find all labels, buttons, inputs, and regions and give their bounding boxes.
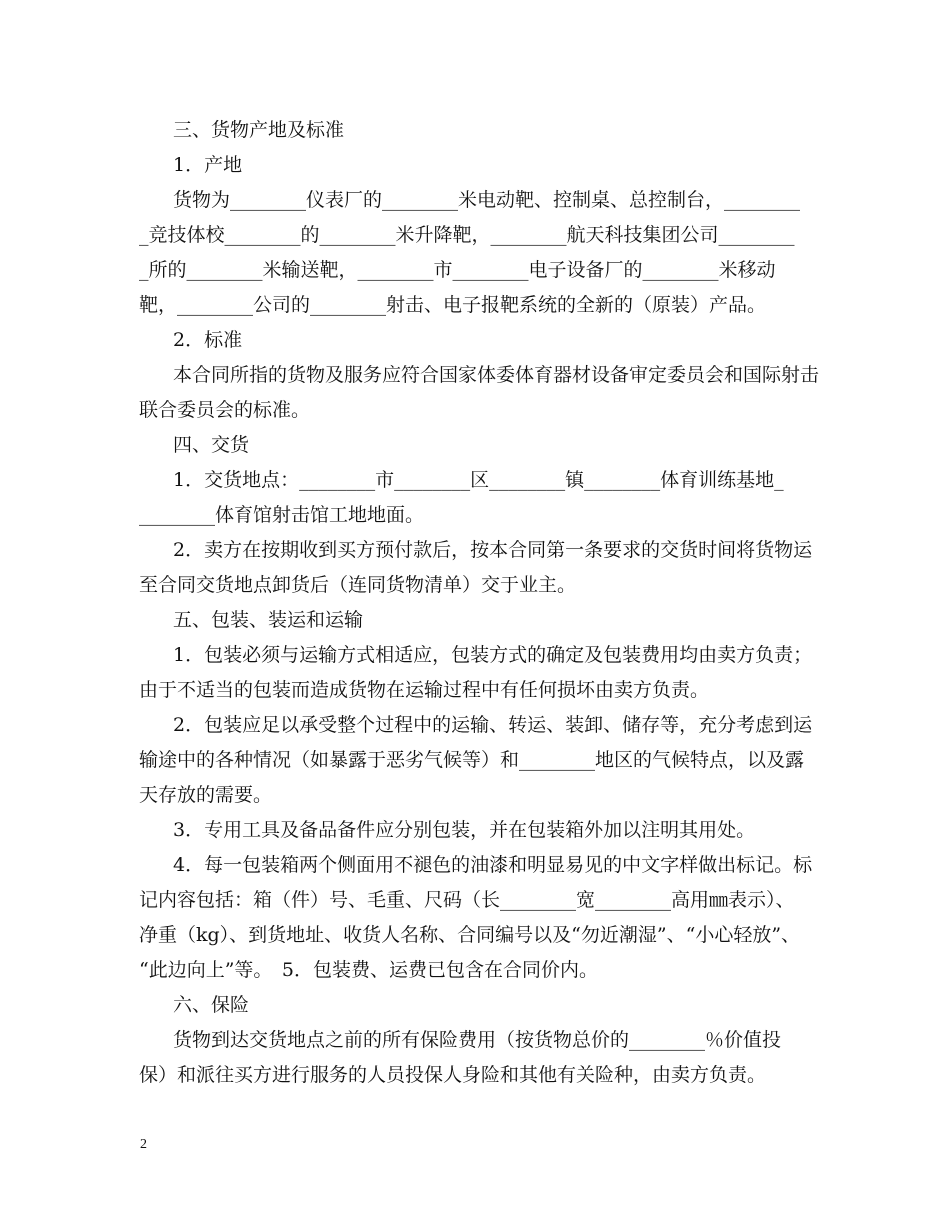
paragraph-line: _竞技体校________的________米升降靶，________航天科技集团公司________	[139, 224, 795, 246]
paragraph-line: 2．包装应足以承受整个过程中的运输、转运、装卸、储存等，充分考虑到运	[173, 714, 813, 736]
heading-origin-standards: 三、货物产地及标准	[173, 119, 345, 141]
paragraph-line: 货物到达交货地点之前的所有保险费用（按货物总价的________％价值投	[173, 1029, 782, 1051]
heading-delivery: 四、交货	[173, 434, 250, 456]
paragraph-line: 记内容包括：箱（件）号、毛重、尺码（长________宽________高用㎜表示）、	[139, 889, 795, 911]
paragraph-line: 靶，________公司的________射击、电子报靶系统的全新的（原装）产品。	[139, 294, 767, 316]
paragraph-line: 输途中的各种情况（如暴露于恶劣气候等）和________地区的气候特点，以及露	[139, 749, 805, 771]
page-number: 2	[140, 1137, 147, 1152]
subheading-origin: 1．产地	[173, 154, 243, 176]
paragraph-line: 由于不适当的包装而造成货物在运输过程中有任何损坏由卖方负责。	[139, 679, 710, 701]
subheading-standard: 2．标准	[173, 329, 243, 351]
paragraph-line: ________体育馆射击馆工地地面。	[139, 504, 425, 526]
paragraph-line: 净重（kg）、到货地址、收货人名称、合同编号以及“勿近潮湿”、“小心轻放”、	[139, 924, 801, 946]
paragraph-line: 保）和派往买方进行服务的人员投保人身险和其他有关险种，由卖方负责。	[139, 1064, 767, 1086]
paragraph-line: 联合委员会的标准。	[139, 399, 311, 421]
paragraph-line: 本合同所指的货物及服务应符合国家体委体育器材设备审定委员会和国际射击	[173, 364, 820, 386]
paragraph-line: “此边向上”等。 5．包装费、运费已包含在合同价内。	[139, 959, 599, 981]
paragraph-line: 货物为________仪表厂的________米电动靶、控制桌、总控制台，________	[173, 189, 801, 211]
paragraph-line: 3．专用工具及备品备件应分别包装，并在包装箱外加以注明其用处。	[173, 819, 756, 841]
paragraph-line: _所的________米输送靶，________市________电子设备厂的________米移动	[139, 259, 776, 281]
paragraph-line: 4．每一包装箱两个侧面用不褪色的油漆和明显易见的中文字样做出标记。标	[173, 854, 813, 876]
paragraph-line: 1．包装必须与运输方式相适应，包装方式的确定及包装费用均由卖方负责；	[173, 644, 813, 666]
paragraph-line: 1．交货地点：________市________区________镇________体育训练基地_	[173, 469, 784, 491]
paragraph-line: 至合同交货地点卸货后（连同货物清单）交于业主。	[139, 574, 577, 596]
heading-packaging: 五、包装、装运和运输	[173, 609, 364, 631]
paragraph-line: 2．卖方在按期收到买方预付款后，按本合同第一条要求的交货时间将货物运	[173, 539, 813, 561]
paragraph-line: 天存放的需要。	[139, 784, 273, 806]
heading-insurance: 六、保险	[173, 994, 250, 1016]
